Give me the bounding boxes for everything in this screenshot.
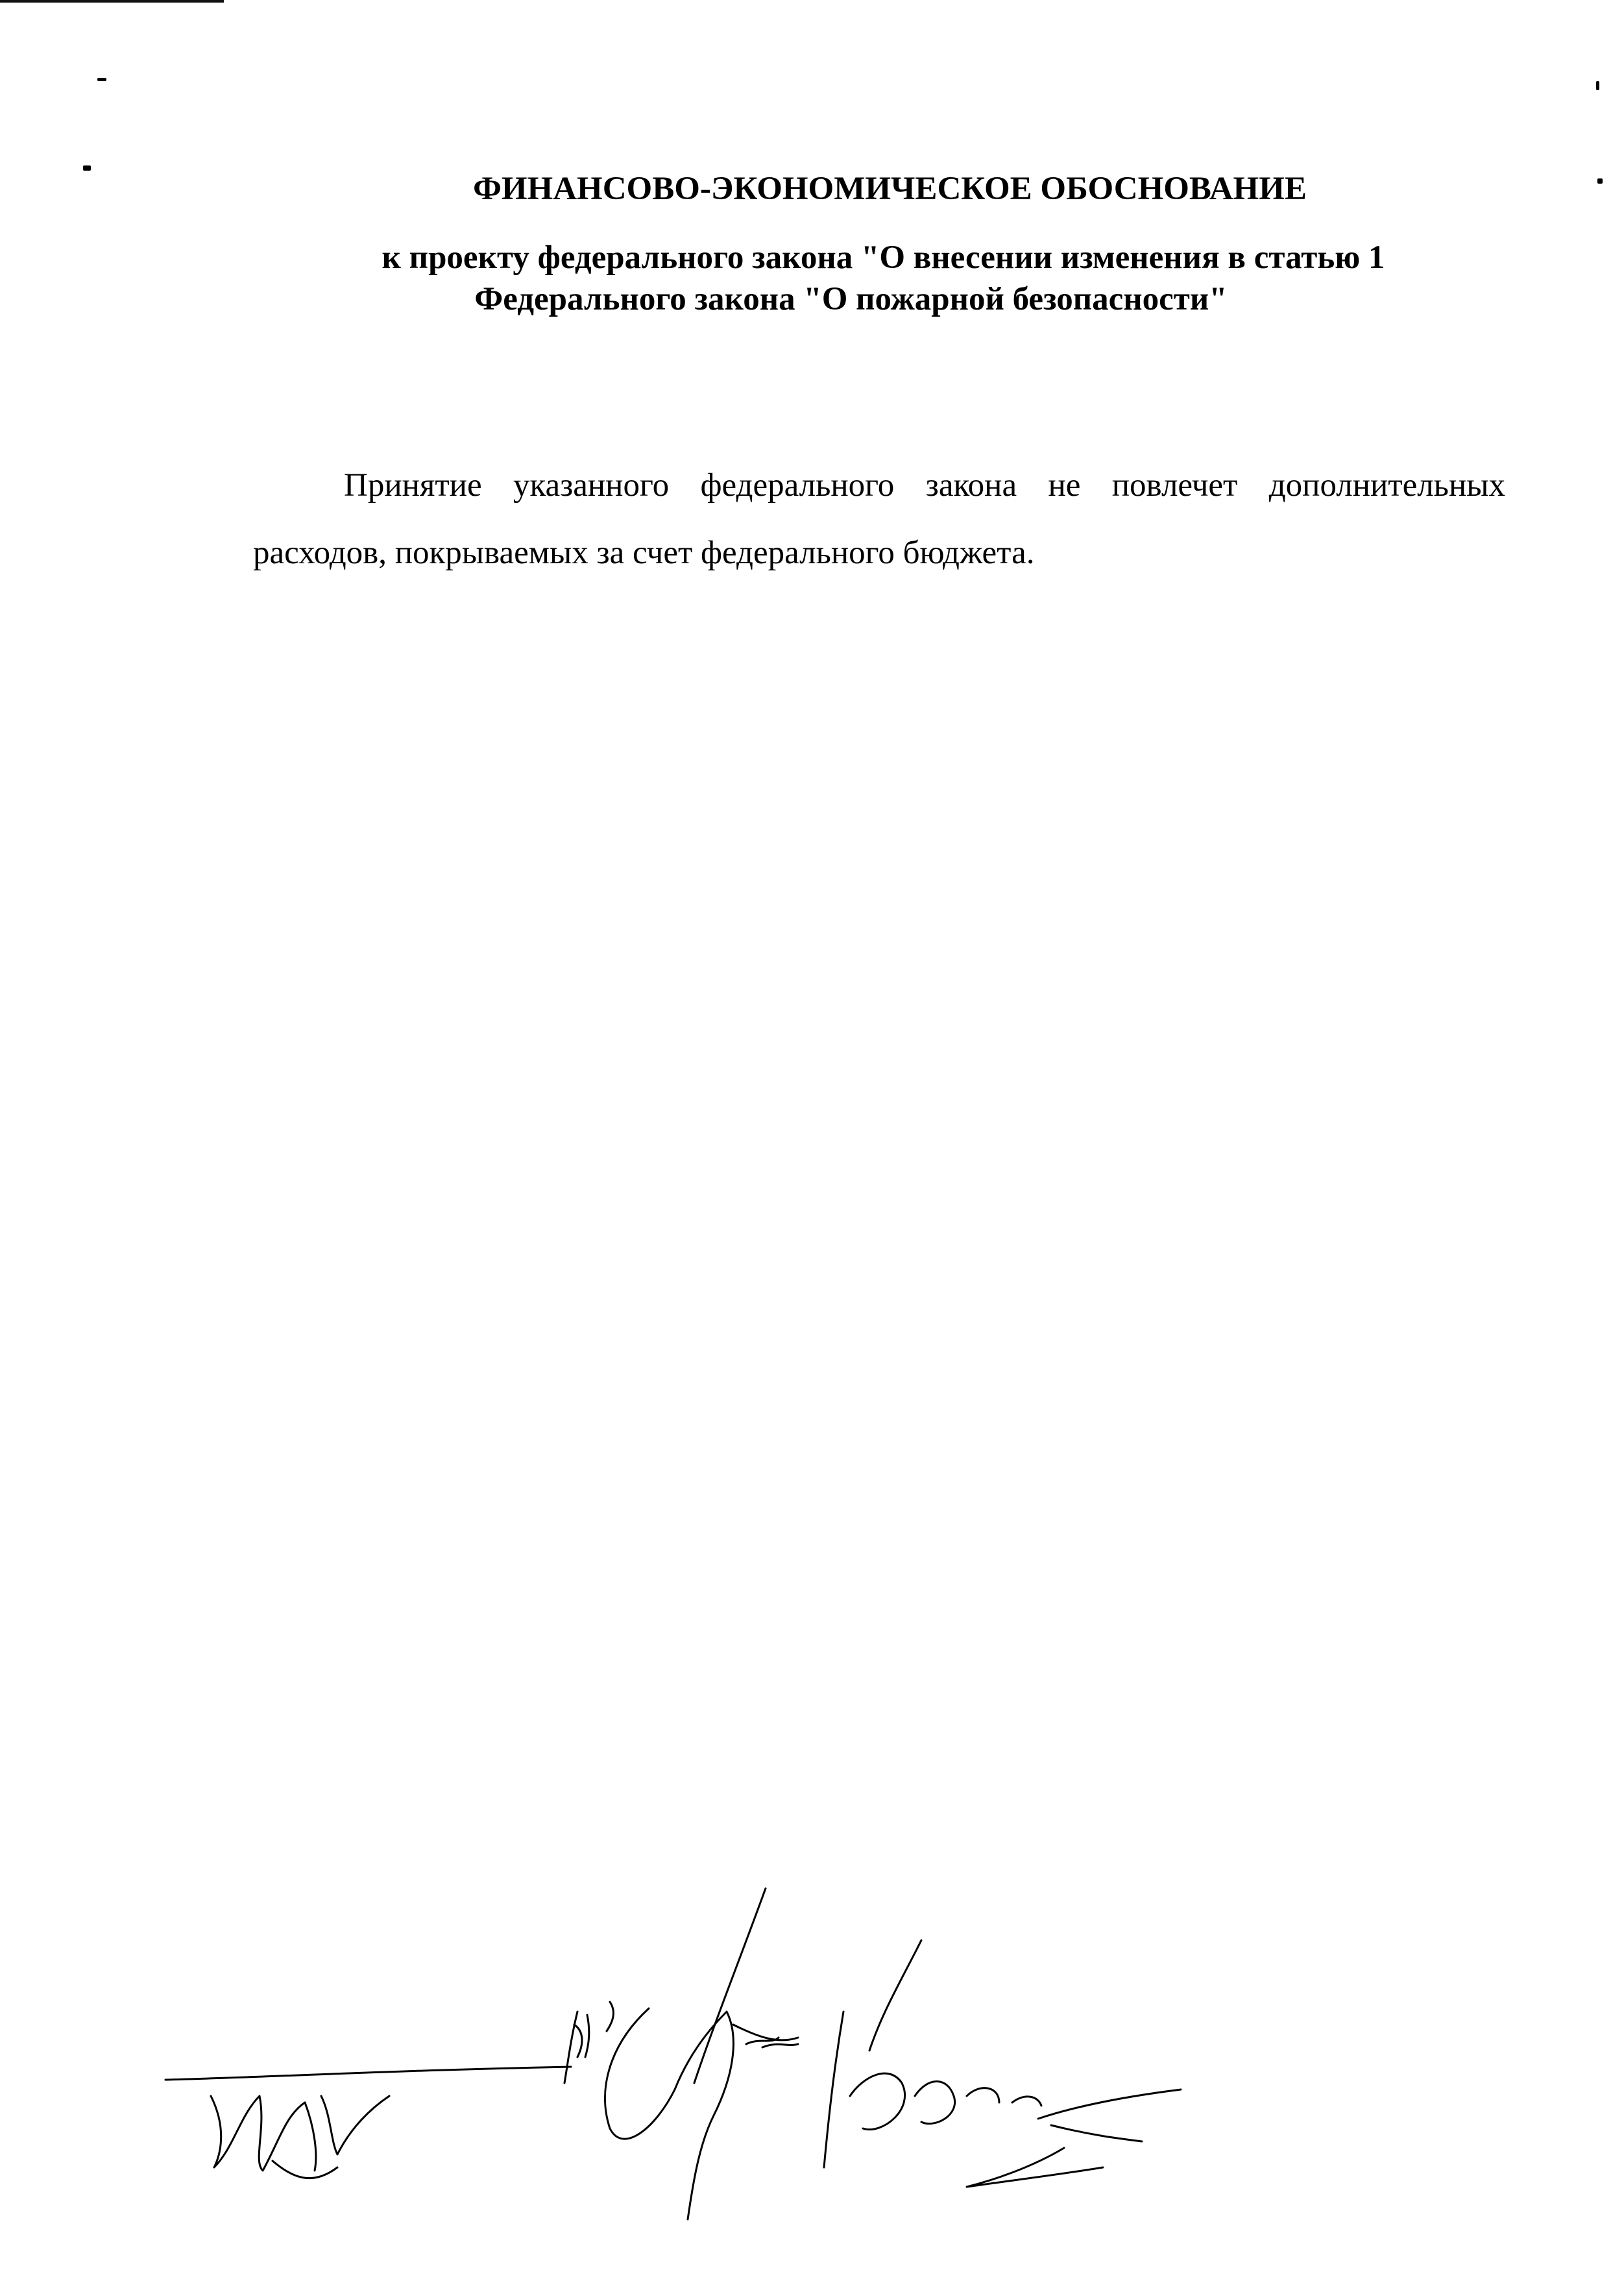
- signature-2: [564, 1888, 798, 2219]
- document-title: ФИНАНСОВО-ЭКОНОМИЧЕСКОЕ ОБОСНОВАНИЕ: [473, 171, 1307, 207]
- signature-4: [967, 2090, 1181, 2187]
- document-subtitle-line-1: к проекту федерального закона "О внесении изменения в статью 1: [382, 239, 1385, 276]
- document-subtitle-line-2: Федерального закона "О пожарной безопасности": [474, 281, 1228, 317]
- signature-3: [824, 1940, 1041, 2167]
- signature-1: [165, 2067, 571, 2178]
- signature-block: [156, 1882, 1324, 2245]
- document-body-paragraph: [253, 452, 1505, 587]
- scan-artifact-line: [0, 0, 224, 3]
- body-text: Принятие указанного федерального закона не повлечет дополнительных расходов, покрываемых за счет федерального бюджета.: [253, 467, 1505, 571]
- scan-speck: [97, 78, 106, 81]
- scan-speck: [1596, 81, 1599, 90]
